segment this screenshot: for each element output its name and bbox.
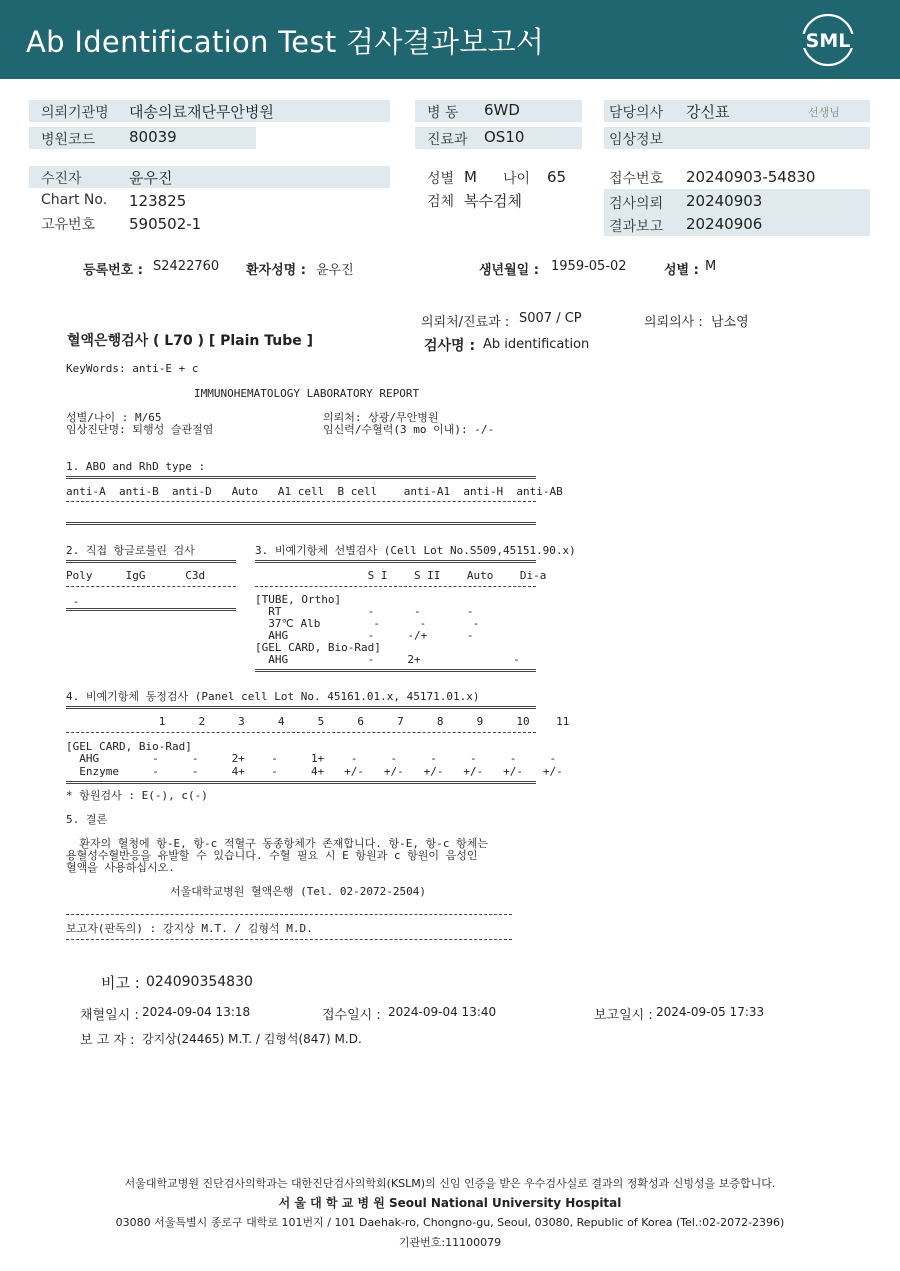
patient-value: 윤우진 xyxy=(129,169,173,187)
dob-label: 생년월일 : xyxy=(479,263,539,278)
dat-header: Poly IgG C3d xyxy=(66,569,206,582)
divider xyxy=(66,560,236,563)
report-label: 결과보고 xyxy=(609,219,664,235)
divider xyxy=(66,522,536,525)
conclusion-title: 5. 결론 xyxy=(66,813,108,826)
conclusion-line: 환자의 혈청에 항-E, 항-c 적혈구 동종항체가 존재합니다. 항-E, 항-c 항체는 xyxy=(66,837,488,850)
screen-row: 37℃ Alb - - - xyxy=(255,617,480,630)
report-value: 20240906 xyxy=(686,215,763,233)
pregnancy: 임신력/수혈력(3 mo 이내): -/- xyxy=(323,423,495,436)
unique-value: 590502-1 xyxy=(129,215,202,233)
screen-row: AHG - -/+ - xyxy=(255,629,474,642)
chart-label: Chart No. xyxy=(41,192,108,208)
hospital-code-label: 병원코드 xyxy=(41,132,96,148)
test-name-value: Ab identification xyxy=(483,337,590,352)
divider xyxy=(255,586,536,587)
screen-title: 3. 비예기항체 선별검사 (Cell Lot No.S509,45151.90.x) xyxy=(255,544,576,557)
doctor-value: 강신표 xyxy=(686,103,730,121)
patient-label: 수진자 xyxy=(41,171,82,187)
doctor-suffix: 선생님 xyxy=(808,106,840,119)
report-title: Ab Identification Test 검사결과보고서 xyxy=(26,25,545,59)
divider xyxy=(66,586,236,587)
abo-header: anti-A anti-B anti-D Auto A1 cell B cell anti-A1 anti-H anti-AB xyxy=(66,485,563,498)
divider xyxy=(66,608,236,611)
keywords: KeyWords: anti-E + c xyxy=(66,362,199,375)
sml-logo xyxy=(800,12,856,68)
hospital-address: 03080 서울특별시 종로구 대학로 101번지 / 101 Daehak-ro, Chongno-gu, Seoul, 03080, Republic of Korea (Tel.:02-2072-2396) xyxy=(115,1216,785,1229)
conclusion-line: 혈액을 사용하십시오. xyxy=(66,861,175,874)
patient-sex-label: 성별 : xyxy=(664,263,699,278)
referrer: 의뢰처: 상광/무안병원 xyxy=(323,411,439,424)
panel-title: 4. 비예기항체 동정검사 (Panel cell Lot No. 45161.01.x, 45171.01.x) xyxy=(66,690,480,703)
lab-report-title: IMMUNOHEMATOLOGY LABORATORY REPORT xyxy=(194,387,420,400)
request-value: 20240903 xyxy=(686,192,763,210)
receipt-value: 20240903-54830 xyxy=(686,168,816,186)
divider xyxy=(66,732,536,733)
screen-row: [TUBE, Ortho] xyxy=(255,593,342,606)
receipt-label: 접수번호 xyxy=(609,171,664,187)
reg-value: S2422760 xyxy=(153,259,220,274)
antigen-test: * 항원검사 : E(-), c(-) xyxy=(66,789,208,802)
referral-label: 의뢰처/진료과 : xyxy=(421,315,510,330)
screen-row: RT - - - xyxy=(255,605,474,618)
name-label: 환자성명 : xyxy=(246,263,306,278)
note-label: 비고 : xyxy=(101,974,140,992)
divider xyxy=(66,781,536,784)
institution-value: 대송의료재단무안병원 xyxy=(129,103,274,121)
hospital-code-value: 80039 xyxy=(129,128,177,146)
hospital-name: 서 울 대 학 교 병 원 Seoul National University Hospital xyxy=(278,1196,622,1210)
age-label: 나이 xyxy=(503,171,531,187)
divider xyxy=(66,476,536,479)
report-reporter: 보고자(판독의) : 강지상 M.T. / 김형석 M.D. xyxy=(66,922,313,935)
collect-value: 2024-09-04 13:18 xyxy=(142,1005,251,1019)
reporter-label: 보 고 자 : xyxy=(80,1033,135,1048)
ref-doctor-value: 남소영 xyxy=(711,315,749,330)
panel-row: AHG - - 2+ - 1+ - - - - - - xyxy=(66,752,557,765)
institution-label: 의뢰기관명 xyxy=(41,105,109,121)
screen-row: [GEL CARD, Bio-Rad] xyxy=(255,641,381,654)
referral-value: S007 / CP xyxy=(519,311,582,326)
ref-doctor-label: 의뢰의사 : xyxy=(644,315,703,330)
receive-label: 접수일시 : xyxy=(322,1008,381,1023)
exam-section-title: 혈액은행검사 ( L70 ) [ Plain Tube ] xyxy=(67,333,314,349)
divider xyxy=(66,706,536,709)
doctor-label: 담당의사 xyxy=(609,105,664,121)
diagnosis: 임상진단명: 퇴행성 슬관절염 xyxy=(66,423,214,436)
unique-label: 고유번호 xyxy=(41,217,96,233)
ward-value: 6WD xyxy=(484,101,520,119)
panel-row: [GEL CARD, Bio-Rad] xyxy=(66,740,192,753)
dat-value: - xyxy=(66,595,80,608)
bloodbank: 서울대학교병원 혈액은행 (Tel. 02-2072-2504) xyxy=(170,885,426,898)
specimen-value: 복수검체 xyxy=(464,192,522,210)
logo-text: SML xyxy=(805,30,851,52)
divider xyxy=(66,914,512,915)
divider xyxy=(66,501,536,502)
collect-label: 채혈일시 : xyxy=(80,1008,139,1023)
report-time-value: 2024-09-05 17:33 xyxy=(656,1005,765,1019)
dept-value: OS10 xyxy=(484,128,525,146)
sex-value: M xyxy=(464,168,477,186)
test-name-label: 검사명 : xyxy=(424,338,476,354)
note-value: 024090354830 xyxy=(146,974,253,990)
specimen-label: 검체 xyxy=(427,194,455,210)
report-time-label: 보고일시 : xyxy=(594,1008,653,1023)
certification-note: 서울대학교병원 진단검사의학과는 대한진단검사의학회(KSLM)의 신임 인증을 받은 우수검사실로 결과의 정확성과 신빙성을 보증합니다. xyxy=(124,1177,776,1190)
dob-value: 1959-05-02 xyxy=(551,259,627,274)
screen-row: AHG - 2+ - xyxy=(255,653,520,666)
ward-label: 병 동 xyxy=(427,105,459,121)
request-label: 검사의뢰 xyxy=(609,196,664,212)
divider xyxy=(66,939,512,940)
sex-label: 성별 xyxy=(427,171,455,187)
dept-label: 진료과 xyxy=(427,132,468,148)
chart-value: 123825 xyxy=(129,192,187,210)
conclusion-line: 용혈성수혈반응을 유발할 수 있습니다. 수혈 필요 시 E 항원과 c 항원이 음성인 xyxy=(66,849,478,862)
divider xyxy=(255,669,536,672)
reporter-value: 강지상(24465) M.T. / 김형석(847) M.D. xyxy=(142,1032,362,1046)
name-value: 윤우진 xyxy=(316,263,354,278)
divider xyxy=(255,560,536,563)
institution-number: 기관번호:11100079 xyxy=(398,1236,502,1249)
receive-value: 2024-09-04 13:40 xyxy=(388,1005,497,1019)
reg-label: 등록번호 : xyxy=(83,263,143,278)
panel-row: Enzyme - - 4+ - 4+ +/- +/- +/- +/- +/- +/- xyxy=(66,765,563,778)
age-value: 65 xyxy=(547,168,567,186)
sex-age: 성별/나이 : M/65 xyxy=(66,411,162,424)
header-bar xyxy=(0,0,900,79)
panel-header: 1 2 3 4 5 6 7 8 9 10 11 xyxy=(66,715,570,728)
screen-header: S I S II Auto Di-a xyxy=(255,569,547,582)
patient-sex-value: M xyxy=(705,259,717,274)
abo-title: 1. ABO and RhD type : xyxy=(66,460,206,473)
dat-title: 2. 직접 항글로불린 검사 xyxy=(66,544,195,557)
clinical-label: 임상정보 xyxy=(609,132,664,148)
patient-row xyxy=(29,166,390,188)
